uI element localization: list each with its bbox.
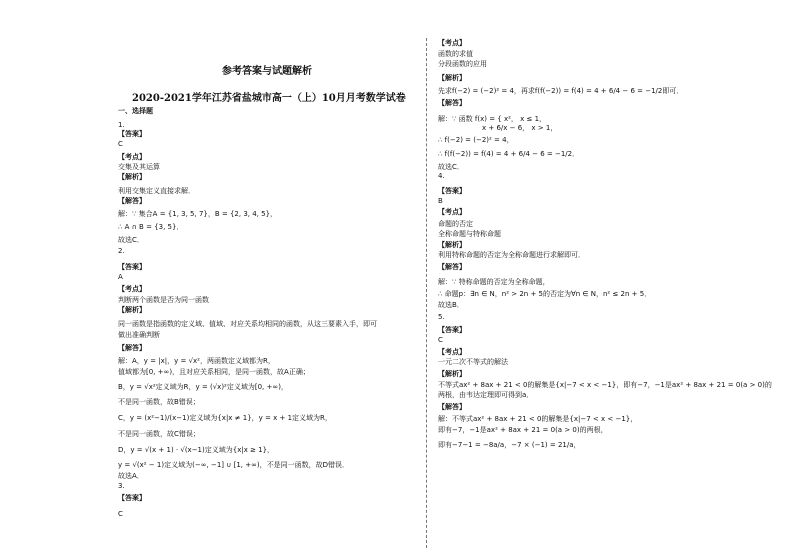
text-line: 3. xyxy=(118,482,125,490)
text-line: C，y = (x²−1)/(x−1)定义域为{x|x ≠ 1}，y = x + 1定义域为R， xyxy=(118,414,332,422)
text-line: ∴ f(f(−2)) = f(4) = 4 + 6/4 − 6 = −1/2． xyxy=(438,150,580,158)
text-line: B，y = √x²定义域为R，y = (√x)²定义域为[0, +∞)， xyxy=(118,383,288,391)
column-divider xyxy=(426,38,427,548)
text-line: 先求f(−2) = (−2)² = 4，再求f(f(−2)) = f(4) = 4 + 6/4 − 6 = −1/2即可． xyxy=(438,87,684,95)
section-label: 【解答】 xyxy=(438,403,466,411)
text-line: D，y = √(x + 1) · √(x−1)定义域为{x|x ≥ 1}， xyxy=(118,446,275,454)
text-line: 故选B． xyxy=(438,301,464,309)
exam-subtitle: 2020-2021学年江苏省盐城市高一（上）10月月考数学试卷 xyxy=(132,93,406,104)
section-label: 【解答】 xyxy=(438,263,466,271)
section-label: 【考点】 xyxy=(438,208,466,216)
text-line: 全称命题与特称命题 xyxy=(438,230,501,238)
text-line: 判断两个函数是否为同一函数 xyxy=(118,296,209,304)
text-line: 利用特称命题的否定为全称命题进行求解即可． xyxy=(438,251,585,259)
text-line: 5. xyxy=(438,313,445,321)
text-line: 解：∵ 函数 f(x) = { x²， x ≤ 1， xyxy=(438,115,547,123)
text-line: 即有−7，−1是ax² + 8ax + 21 = 0(a > 0)的两根， xyxy=(438,426,608,434)
page-title: 参考答案与试题解析 xyxy=(222,66,312,77)
section-label: 【答案】 xyxy=(118,130,146,138)
section-label: 【解析】 xyxy=(118,173,146,181)
text-line: 值域都为[0, +∞)，且对应关系相同，是同一函数，故A正确； xyxy=(118,368,310,376)
text-line: y = √(x² − 1)定义域为(−∞, −1] ∪ [1, +∞)，不是同一函数，故D错误． xyxy=(118,461,350,469)
text-line: 同一函数是指函数的定义域、值域、对应关系均相同的函数，从这三要素入手，即可 xyxy=(118,320,377,328)
text-line: ∴ 命题p：∃n ∈ N，n² > 2n + 5的否定为∀n ∈ N，n² ≤ 2n + 5． xyxy=(438,290,652,298)
text-line: ∴ f(−2) = (−2)² = 4， xyxy=(438,136,514,144)
section-label: 【解答】 xyxy=(438,99,466,107)
text-line: 不是同一函数，故B错误； xyxy=(118,398,200,406)
text-line: 利用交集定义直接求解． xyxy=(118,187,195,195)
text-line: 故选C． xyxy=(118,236,144,244)
section-label: 【解析】 xyxy=(118,306,146,314)
section-label: 【解答】 xyxy=(118,197,146,205)
section-label: 【考点】 xyxy=(118,285,146,293)
text-line: A xyxy=(118,273,123,281)
section-label: 【考点】 xyxy=(118,153,146,161)
text-line: 两根，由韦达定理即可得到a． xyxy=(438,391,534,399)
section-label: 【考点】 xyxy=(438,39,466,47)
text-line: 函数的求值 xyxy=(438,50,473,58)
text-line: 即有−7−1 = −8a/a，−7 × (−1) = 21/a， xyxy=(438,441,581,449)
text-line: 不等式ax² + 8ax + 21 < 0的解集是{x|−7 < x < −1}，即有−7，−1是ax² + 8ax + 21 = 0(a > 0)的 xyxy=(438,381,772,389)
text-line: 分段函数的应用 xyxy=(438,60,487,68)
text-line: 故选A． xyxy=(118,472,144,480)
section-heading: 一、选择题 xyxy=(118,107,153,115)
text-line: 不是同一函数，故C错误； xyxy=(118,430,200,438)
text-line: C xyxy=(118,510,123,518)
text-line: 1. xyxy=(118,121,125,129)
text-line: C xyxy=(438,336,443,344)
section-label: 【解析】 xyxy=(438,241,466,249)
section-label: 【解析】 xyxy=(438,74,466,82)
section-label: 【答案】 xyxy=(118,494,146,502)
text-line: 交集及其运算 xyxy=(118,163,160,171)
section-label: 【答案】 xyxy=(438,326,466,334)
section-label: 【解析】 xyxy=(438,370,466,378)
text-line: 4. xyxy=(438,172,445,180)
section-label: 【解答】 xyxy=(118,344,146,352)
text-line: 解：∵ 集合A = {1, 3, 5, 7}，B = {2, 3, 4, 5}， xyxy=(118,210,278,218)
text-line: ∴ A ∩ B = {3, 5}． xyxy=(118,223,184,231)
section-label: 【考点】 xyxy=(438,348,466,356)
text-line: x + 6/x − 6， x > 1， xyxy=(482,124,558,132)
text-line: 解：∵ 特称命题的否定为全称命题， xyxy=(438,278,550,286)
text-line: 一元二次不等式的解法 xyxy=(438,358,508,366)
text-line: C xyxy=(118,140,123,148)
text-line: 2. xyxy=(118,247,125,255)
text-line: 解：不等式ax² + 8ax + 21 < 0的解集是{x|−7 < x < −1}， xyxy=(438,415,638,423)
text-line: 做出准确判断 xyxy=(118,331,160,339)
text-line: 解：A，y = |x|，y = √x²，两函数定义域都为R， xyxy=(118,357,275,365)
text-line: 故选C． xyxy=(438,163,464,171)
section-label: 【答案】 xyxy=(438,187,466,195)
text-line: B xyxy=(438,197,443,205)
text-line: 命题的否定 xyxy=(438,220,473,228)
section-label: 【答案】 xyxy=(118,263,146,271)
